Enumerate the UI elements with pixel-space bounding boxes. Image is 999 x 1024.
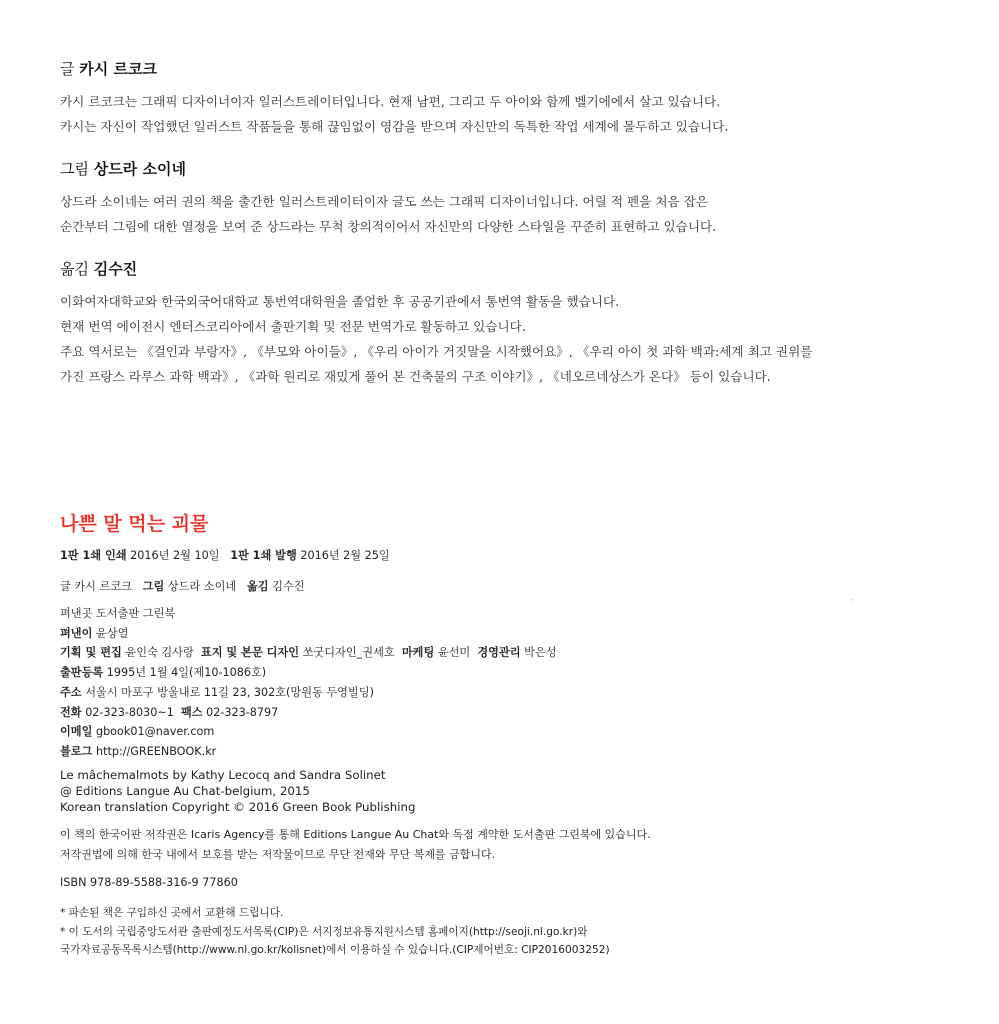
copyright-line: @ Editions Langue Au Chat-belgium, 2015 (60, 784, 310, 798)
note-line: * 이 도서의 국립중앙도서관 출판예정도서목록(CIP)은 서지정보유통지원시스템 홈페이지(http://seoji.nl.go.kr)와 (60, 925, 588, 938)
editing: 윤인숙 김사랑 (125, 646, 194, 660)
house-label: 펴낸곳 (60, 607, 93, 620)
publish-date: 2016년 2월 25일 (300, 549, 390, 562)
author-name: 카시 르코크 (79, 60, 157, 78)
publish-label: 1판 1쇄 발행 (230, 549, 297, 562)
illustrator-role: 그림 (60, 160, 89, 178)
phone-label: 전화 (60, 705, 82, 719)
translator-name: 김수진 (93, 260, 138, 278)
house: 도서출판 그린북 (95, 607, 176, 620)
print-date: 2016년 2월 10일 (130, 549, 220, 562)
email-label: 이메일 (60, 725, 93, 739)
blog-label: 블로그 (60, 744, 93, 758)
rights-notice (60, 825, 940, 865)
illustrator-bio (60, 158, 940, 239)
bio-line: 주요 역서로는 《걸인과 부랑자》, 《부모와 아이들》, 《우리 아이가 거짓말을 시작했어요》, 《우리 아이 첫 과학 백과:세계 최고 권위를 (60, 344, 813, 359)
translator: 김수진 (272, 580, 305, 593)
print-label: 1판 1쇄 인쇄 (60, 549, 127, 562)
registration: 1995년 1월 4일(제10-1086호) (106, 666, 267, 680)
authors-info (60, 578, 940, 594)
management: 박은성 (524, 646, 557, 660)
rights-line: 저작권법에 의해 한국 내에서 보호를 받는 저작물이므로 무단 전재와 무단 복제를 금합니다. (60, 848, 496, 861)
copyright-line: Korean translation Copyright © 2016 Green Book Publishing (60, 800, 416, 814)
illustrator: 상드라 소이네 (167, 580, 237, 593)
copyright-line: Le mâchemalmots by Kathy Lecocq and Sandra Solinet (60, 768, 386, 782)
bio-line: 순간부터 그림에 대한 열정을 보여 준 상드라는 무척 창의적이어서 자신만의 다양한 스타일을 꾸준히 표현하고 있습니다. (60, 219, 717, 234)
writer-label: 글 (60, 580, 71, 593)
email: gbook01@naver.com (95, 725, 215, 739)
writer: 카시 르코크 (74, 580, 132, 593)
book-title: 나쁜 말 먹는 괴물 (60, 513, 209, 535)
author-role: 글 (60, 60, 75, 78)
illustrator-name: 상드라 소이네 (93, 160, 186, 178)
translator-heading (60, 258, 940, 279)
rights-line: 이 책의 한국어판 저작권은 Icaris Agency를 통해 Editions Langue Au Chat와 독점 계약한 도서출판 그린북에 있습니다. (60, 828, 651, 841)
author-bio (60, 58, 940, 139)
ceo: 윤상열 (95, 626, 129, 640)
address-label: 주소 (60, 685, 82, 699)
management-label: 경영관리 (477, 646, 521, 660)
ceo-label: 펴낸이 (60, 626, 93, 640)
author-heading (60, 58, 940, 79)
editing-label: 기획 및 편집 (60, 646, 122, 660)
bio-line: 상드라 소이네는 여러 권의 책을 출간한 일러스트레이터이자 글도 쓰는 그래픽 디자이너입니다. 어릴 적 펜을 처음 잡은 (60, 194, 708, 209)
bio-line: 이화여자대학교와 한국외국어대학교 통번역대학원을 졸업한 후 공공기관에서 통번역 활동을 했습니다. (60, 294, 620, 309)
address: 서울시 마포구 방울내로 11길 23, 302호(망원동 두영빌딩) (85, 685, 374, 699)
note-line: * 파손된 책은 구입하신 곳에서 교환해 드립니다. (60, 907, 284, 919)
copyright-info (60, 767, 940, 815)
notes (60, 904, 940, 960)
registration-label: 출판등록 (60, 666, 104, 680)
isbn: ISBN 978-89-5588-316-9 77860 (60, 876, 238, 889)
bio-line: 카시는 자신이 작업했던 일러스트 작품들을 통해 끊임없이 영감을 받으며 자신만의 독특한 작업 세계에 몰두하고 있습니다. (60, 119, 729, 134)
design-label: 표지 및 본문 디자인 (200, 646, 300, 660)
translator-bio (60, 258, 940, 389)
phone: 02-323-8030~1 (85, 705, 174, 719)
bio-line: 카시 르코크는 그래픽 디자이너이자 일러스트레이터입니다. 현재 남편, 그리고 두 아이와 함께 벨기에에서 살고 있습니다. (60, 94, 721, 109)
translator-role: 옮김 (60, 260, 89, 278)
edition-info (60, 547, 940, 563)
bio-line: 가진 프랑스 라루스 과학 백과》, 《과학 원리로 재밌게 풀어 본 건축물의 구조 이야기》, 《네오르네상스가 온다》 등이 있습니다. (60, 369, 771, 384)
translator-label: 옮김 (246, 580, 269, 593)
fax: 02-323-8797 (206, 705, 279, 719)
illustrator-heading (60, 158, 940, 179)
design: 쏘굿디자인_권세호 (302, 646, 395, 660)
illustrator-label: 그림 (142, 580, 165, 593)
note-line: 국가자료공동목록시스템(http://www.nl.go.kr/kolisnet)에서 이용하실 수 있습니다.(CIP제어번호: CIP2016003252) (60, 944, 610, 956)
bio-line: 현재 번역 에이전시 엔터스코리아에서 출판기획 및 전문 번역가로 활동하고 있습니다. (60, 319, 526, 334)
publisher-info (60, 604, 940, 762)
marketing: 윤선미 (437, 646, 471, 660)
marketing-label: 마케팅 (401, 646, 435, 660)
blog: http://GREENBOOK.kr (95, 744, 217, 758)
paper-speck (850, 598, 853, 601)
fax-label: 팩스 (180, 705, 203, 719)
